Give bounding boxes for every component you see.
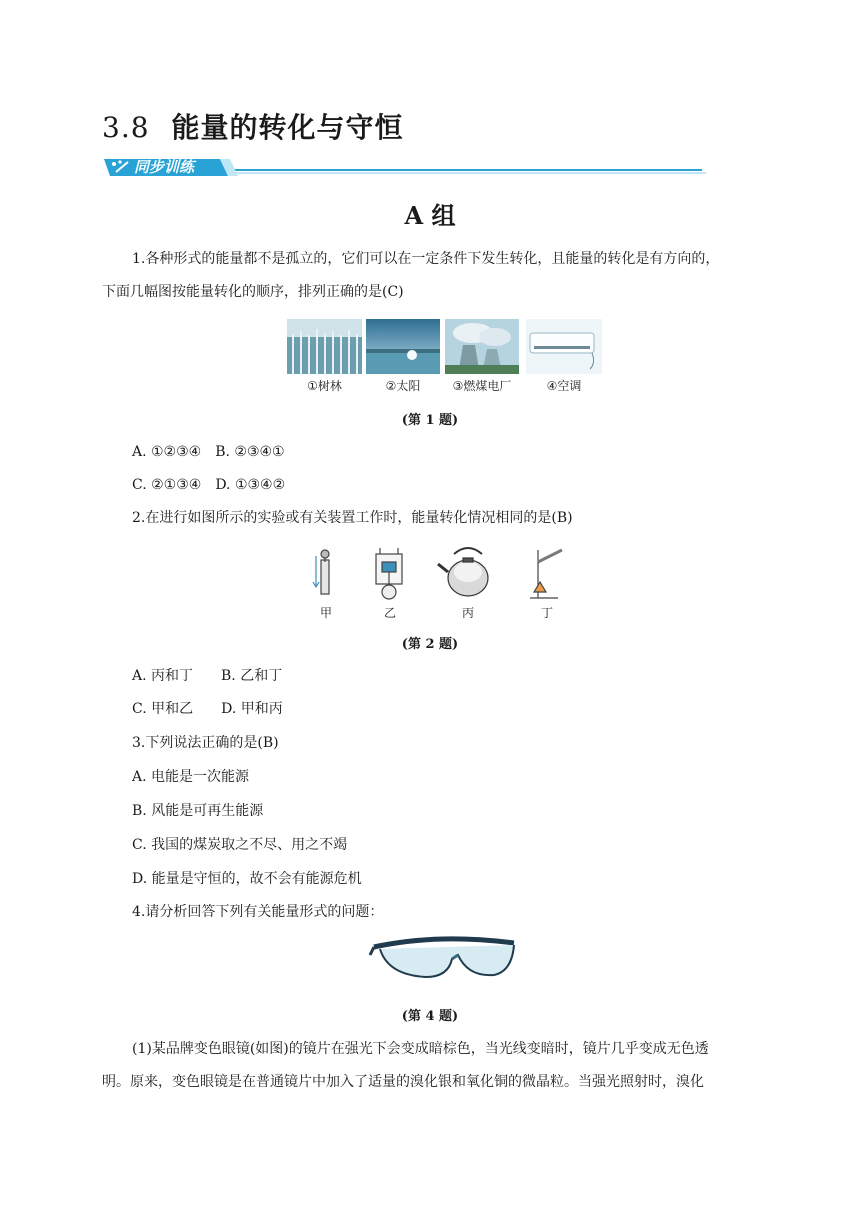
section-heading [102,106,404,146]
q1-options-line1: A. ①②③④ B. ②③④① [132,444,285,460]
q4-paragraph-line1: (1)某品牌变色眼镜(如图)的镜片在强光下会变成暗棕色，当光线变暗时，镜片几乎变成无色透 [132,1041,709,1057]
q3-stem: 3.下列说法正确的是(B) [132,735,279,751]
figure-label-jia: 甲 [319,606,332,620]
q4-paragraph-line2: 明。原来，变色眼镜是在普通镜片中加入了适量的溴化银和氧化铜的微晶粒。当强光照射时，溴化 [102,1074,704,1090]
figure-label-bing: 丙 [461,606,474,620]
q4-caption: (第 4 题) [401,1009,459,1024]
kettle-icon [438,548,488,596]
q3-option-b: B. 风能是可再生能源 [132,803,264,819]
section-number: 3.8 [102,111,150,144]
q1-caption: (第 1 题) [401,413,459,428]
figure-label-ding: 丁 [540,606,553,620]
q3-option-d: D. 能量是守恒的，故不会有能源危机 [132,871,362,887]
figure-label-yi: 乙 [383,606,396,620]
engine-icon [376,548,402,599]
q2-figures [306,542,596,604]
test-tube-stand-icon [530,550,562,598]
q2-options-line2: C. 甲和乙 D. 甲和丙 [132,701,283,717]
q1-stem-line2: 下面几幅图按能量转化的顺序，排列正确的是(C) [102,284,404,300]
photo-label-power-plant: ③燃煤电厂 [452,379,512,393]
photo-label-air-conditioner: ④空调 [546,379,582,393]
banner-label: 同步训练 [134,158,195,176]
photo-label-forest: ①树林 [307,379,342,393]
q2-stem: 2.在进行如图所示的实验或有关装置工作时，能量转化情况相同的是(B) [132,510,573,526]
group-title: A 组 [404,201,456,230]
q3-option-c: C. 我国的煤炭取之不尽、用之不竭 [132,837,348,853]
forest-photo [287,319,362,374]
photo-label-sun: ②太阳 [385,379,421,393]
practice-banner [102,154,710,178]
q4-stem: 4.请分析回答下列有关能量形式的问题： [132,904,384,920]
air-conditioner-photo [526,319,602,374]
q1-options-line2: C. ②①③④ D. ①③④② [132,477,286,493]
section-title: 能量的转化与守恒 [171,111,404,144]
q1-stem-line1: 1.各种形式的能量都不是孤立的，它们可以在一定条件下发生转化，且能量的转化是有方向的， [132,251,720,267]
sun-photo [366,319,440,374]
air-pump-icon [313,550,329,594]
glasses-image [368,933,518,988]
q2-options-line1: A. 丙和丁 B. 乙和丁 [132,668,283,684]
power-plant-photo [445,319,519,374]
q3-option-a: A. 电能是一次能源 [132,769,250,785]
q2-caption: (第 2 题) [401,637,459,652]
